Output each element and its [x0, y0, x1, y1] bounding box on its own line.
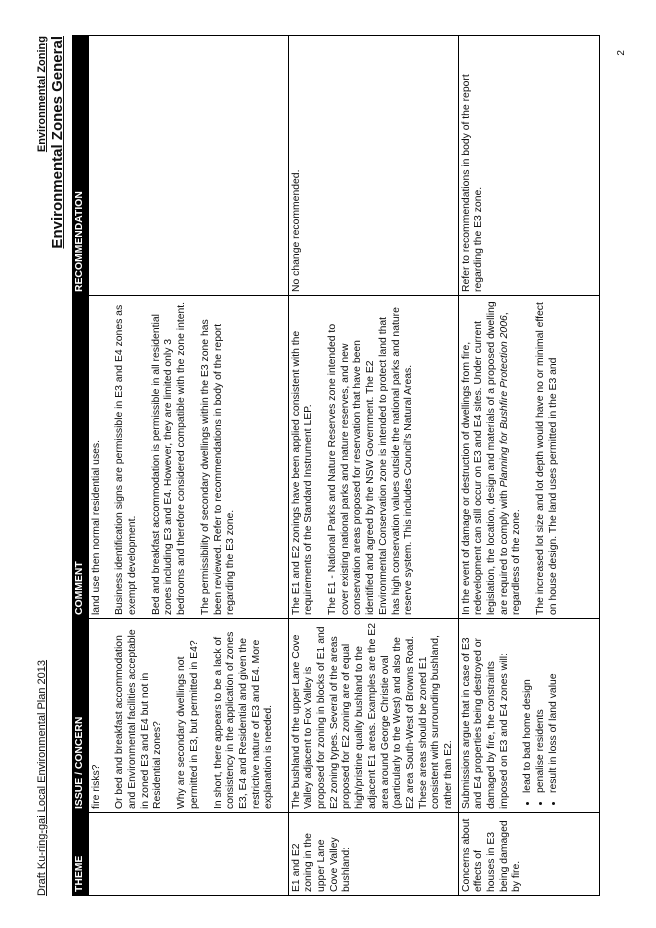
- recommendation-cell: Refer to recommendations in body of the report regarding the E3 zone.: [458, 36, 599, 296]
- list-item: • lead to bad home design: [522, 622, 535, 793]
- comment-paragraph: The permissibility of secondary dwellings within the E3 zone has been reviewed. Refer to recommendations in body of the report regarding the E3 zone.: [199, 319, 237, 615]
- issue-paragraph: Submissions argue that in case of E3 and E4 properties being destroyed or damaged by fire, the constraints imposed on E3 and E4 zones will:: [460, 637, 510, 809]
- comment-paragraph: The E1 - National Parks and Nature Reserves zone intended to cover existing national parks and nature reserves, and new conservation areas proposed for reservation that have been identified and agreed by the NSW Government. The E2 Environmental Conservation zone is intended to protect land that has high conservation values outside the national parks and nature reserve system. This includes Council's Natural Areas.: [327, 307, 415, 615]
- section-label: Environmental Zoning: [36, 36, 48, 153]
- comment-paragraph: Business identification signs are permissible in E3 and E4 zones as exempt development.: [114, 304, 139, 615]
- issue-cell: [288, 619, 458, 813]
- comment-text: In the event of damage or destruction of dwellings from fire, redevelopment can still occur on E3 and E4 sites. Under current legislation, the location, design and materials of a proposed dwelling are required to comply with: [460, 301, 510, 615]
- comment-paragraph: [461, 299, 524, 615]
- theme-cell: E1 and E2 zoning in the upper Lane Cove Valley bushland:: [288, 813, 458, 896]
- page-title: Environmental Zones General: [49, 36, 66, 249]
- issue-paragraph: In short, there appears to be a lack of consistency in the application of zones E3, E4 and Residential and given the restrictive nature of E3 and E4. More explanation is needed.: [212, 631, 275, 809]
- issue-bullet-list: [522, 622, 560, 809]
- comment-paragraph: Bed and breakfast accommodation is permissible in all residential zones including E3 and E4. However, they are limited only 3 bedrooms and therefore considered compatible with the zone intent.: [150, 301, 188, 615]
- recommendation-cell: [88, 36, 288, 296]
- theme-cell: Concerns about effects of houses in E3 being damaged by fire.: [458, 813, 599, 896]
- issue-cell: [458, 619, 599, 813]
- recommendation-cell: No change recommended.: [288, 36, 458, 296]
- document-header-title: Draft Ku-ring-gai Local Environmental Plan 2013: [36, 659, 48, 896]
- comment-cell: [88, 296, 288, 619]
- column-header-recommendation: RECOMMENDATION: [73, 36, 89, 296]
- document-reference: Planning for Bushfire Protection 2006: [498, 315, 510, 488]
- submissions-table: [72, 35, 600, 896]
- issue-paragraph: The bushland of the upper Lane Cove Valley adjacent to Fox Valley is proposed for zoning in blocks of E1 and E2 zoning types. Several of the areas proposed for E2 zoning are of equal high/pristine quality bushland to the adjacent E1 areas. Examples are the E2 area around George Christie oval (particularly to the West) and also the E2 area South-West of Browns Road. These areas should be zoned E1 consistent with surrounding bushland, rather than E2.: [290, 623, 454, 809]
- list-item: • penalise residents: [535, 622, 548, 793]
- column-header-issue: ISSUE / CONCERN: [73, 619, 89, 813]
- issue-paragraph: Why are secondary dwellings not permitted in E3, but permitted in E4?: [176, 640, 200, 809]
- table-row: [288, 36, 458, 896]
- column-header-comment: COMMENT: [73, 296, 89, 619]
- issue-cell: [88, 619, 288, 813]
- comment-cell: [458, 296, 599, 619]
- table-header-row: [73, 36, 89, 896]
- list-item: • result in loss of land value: [548, 622, 561, 793]
- comment-text: , regardless of the zone.: [498, 312, 523, 615]
- comment-cell: [288, 296, 458, 619]
- document-page: [32, 36, 600, 896]
- comment-paragraph: The increased lot size and lot depth would have no or minimal effect on house design. The land uses permitted in the E3 and: [535, 302, 559, 615]
- table-row: [88, 36, 288, 896]
- comment-paragraph: land use then normal residential uses.: [90, 439, 102, 615]
- page-number: 2: [616, 50, 627, 56]
- comment-paragraph: The E1 and E2 zonings have been applied consistent with the requirements of the Standard Instrument LEP.: [290, 330, 315, 615]
- issue-paragraph: Or bed and breakfast accommodation and Environmental facilities acceptable in zoned E3 and E4 but not in Residential zones?: [114, 629, 164, 809]
- column-header-theme: THEME: [73, 813, 89, 896]
- table-row: [458, 36, 599, 896]
- issue-paragraph: fire risks?: [90, 764, 102, 809]
- theme-cell: [88, 813, 288, 896]
